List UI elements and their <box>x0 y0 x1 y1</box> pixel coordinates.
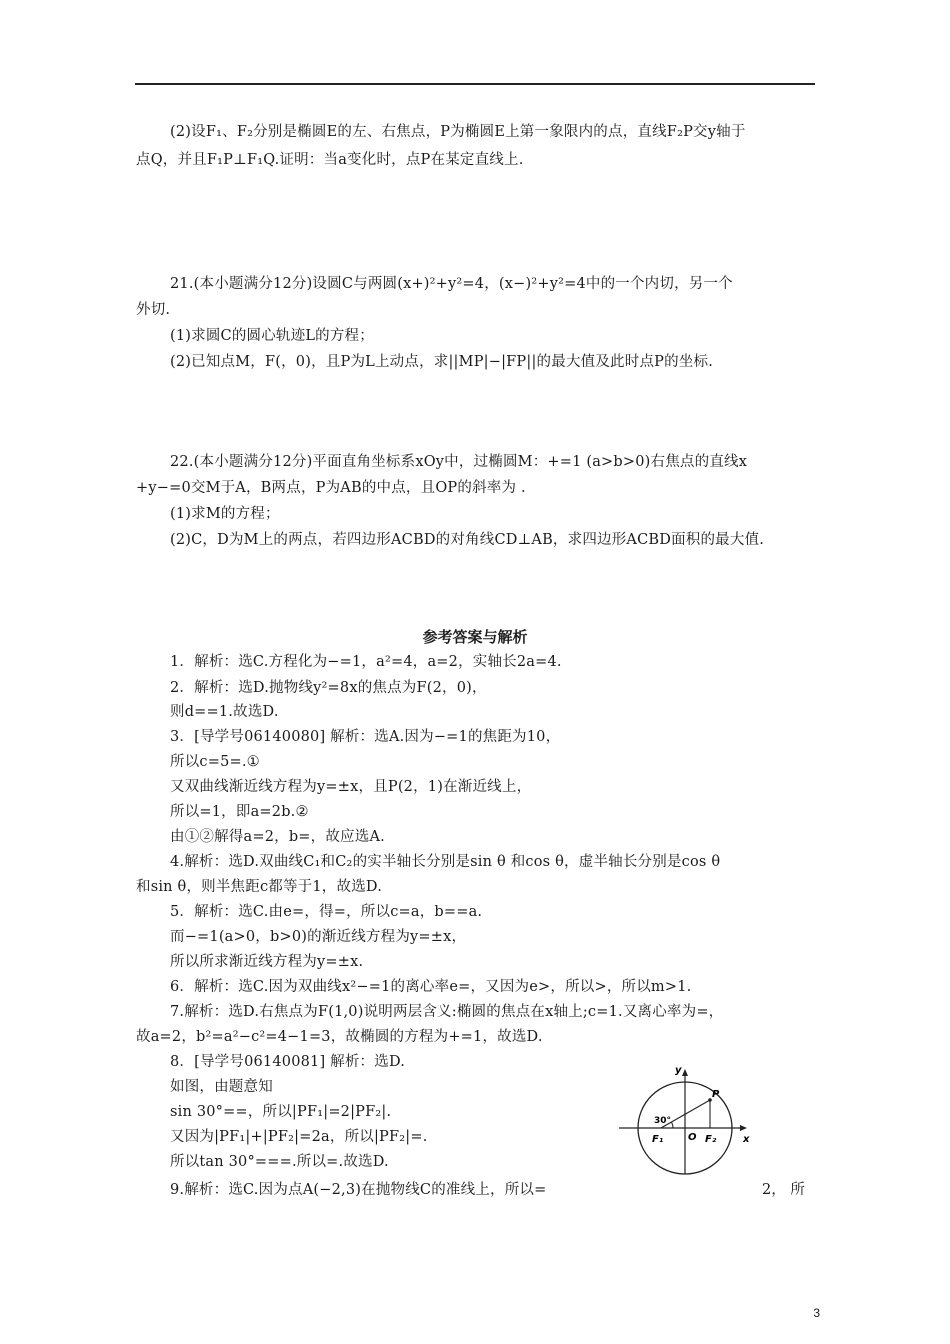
text-line: 2．解析：选D.抛物线y²=8x的焦点为F(2，0)， <box>170 680 487 696</box>
text-line: 如图，由题意知 <box>170 1079 273 1095</box>
x-axis-arrow <box>740 1125 747 1131</box>
text-line: 又因为|PF₁|+|PF₂|=2a，所以|PF₂|=. <box>170 1129 428 1145</box>
text-line: 21.(本小题满分12分)设圆C与两圆(x+)²+y²=4，(x−)²+y²=4中的一个内切，另一个 <box>170 276 733 292</box>
text-line: sin 30°==，所以|PF₁|=2|PF₂|. <box>170 1104 392 1120</box>
text-line: 22.(本小题满分12分)平面直角坐标系xOy中，过椭圆M：+=1 (a>b>0)右焦点的直线x <box>170 454 748 470</box>
label-f1: F₁ <box>652 1134 664 1145</box>
label-angle: 30° <box>654 1116 672 1126</box>
text-line: 1．解析：选C.方程化为−=1，a²=4，a=2，实轴长2a=4. <box>170 654 562 670</box>
page-number: 3 <box>813 1306 820 1320</box>
label-y: y <box>675 1065 682 1076</box>
text-line: 所以=1，即a=2b.② <box>170 804 309 820</box>
text-line: 7.解析：选D.右焦点为F(1,0)说明两层含义:椭圆的焦点在x轴上;c=1.又离心率为=， <box>170 1004 724 1020</box>
text-line: 点Q，并且F₁P⊥F₁Q.证明：当a变化时，点P在某定直线上. <box>136 152 524 168</box>
angle-arc <box>671 1122 673 1128</box>
text-line: (1)求圆C的圆心轨迹L的方程； <box>170 328 374 344</box>
text-line: 所以c=5=.① <box>170 754 260 770</box>
text-line: (2)C，D为M上的两点，若四边形ACBD的对角线CD⊥AB，求四边形ACBD面积的最大值. <box>170 532 765 548</box>
label-f2: F₂ <box>705 1134 717 1145</box>
text-line: 5．解析：选C.由e=，得=，所以c=a，b==a. <box>170 904 483 920</box>
label-x: x <box>743 1134 750 1145</box>
text-line: +y−=0交M于A，B两点，P为AB的中点，且OP的斜率为 . <box>136 480 526 496</box>
text-line: 则d==1.故选D. <box>170 704 279 720</box>
text-line: 而−=1(a>0，b>0)的渐近线方程为y=±x， <box>170 929 467 945</box>
label-p: P <box>712 1089 720 1100</box>
y-axis-arrow <box>682 1069 688 1076</box>
text-line: 外切. <box>136 302 171 318</box>
ellipse-figure <box>615 1062 760 1177</box>
text-line: 8．[导学号06140081] 解析：选D. <box>170 1054 406 1070</box>
text-line: 3．[导学号06140080] 解析：选A.因为−=1的焦距为10， <box>170 729 561 745</box>
text-line: (1)求M的方程； <box>170 506 280 522</box>
text-line: 和sin θ，则半焦距c都等于1，故选D. <box>136 879 383 895</box>
text-line: 4.解析：选D.双曲线C₁和C₂的实半轴长分别是sin θ 和cos θ，虚半轴长分别是cos θ <box>170 854 721 870</box>
text-line: 所以tan 30°===.所以=.故选D. <box>170 1154 389 1170</box>
text-line: 6．解析：选C.因为双曲线x²−=1的离心率e=，又因为e>，所以>，所以m>1. <box>170 979 692 995</box>
header-rule <box>135 83 815 85</box>
text-line: 9.解析：选C.因为点A(−2,3)在抛物线C的准线上，所以= <box>170 1182 547 1198</box>
text-line: (2)已知点M，F(，0)，且P为L上动点，求||MP|−|FP||的最大值及此时点P的坐标. <box>170 354 714 370</box>
text-line-tail: 2， 所 <box>762 1182 805 1198</box>
text-line: 所以所求渐近线方程为y=±x. <box>170 954 364 970</box>
label-o: O <box>688 1132 697 1143</box>
text-line: 又双曲线渐近线方程为y=±x，且P(2，1)在渐近线上， <box>170 779 532 795</box>
text-line: (2)设F₁、F₂分别是椭圆E的左、右焦点，P为椭圆E上第一象限内的点，直线F₂P交y轴于 <box>170 124 746 140</box>
text-line: 由①②解得a=2，b=，故应选A. <box>170 829 385 845</box>
answers-heading: 参考答案与解析 <box>422 628 528 646</box>
text-line: 故a=2，b²=a²−c²=4−1=3，故椭圆的方程为+=1，故选D. <box>136 1029 543 1045</box>
